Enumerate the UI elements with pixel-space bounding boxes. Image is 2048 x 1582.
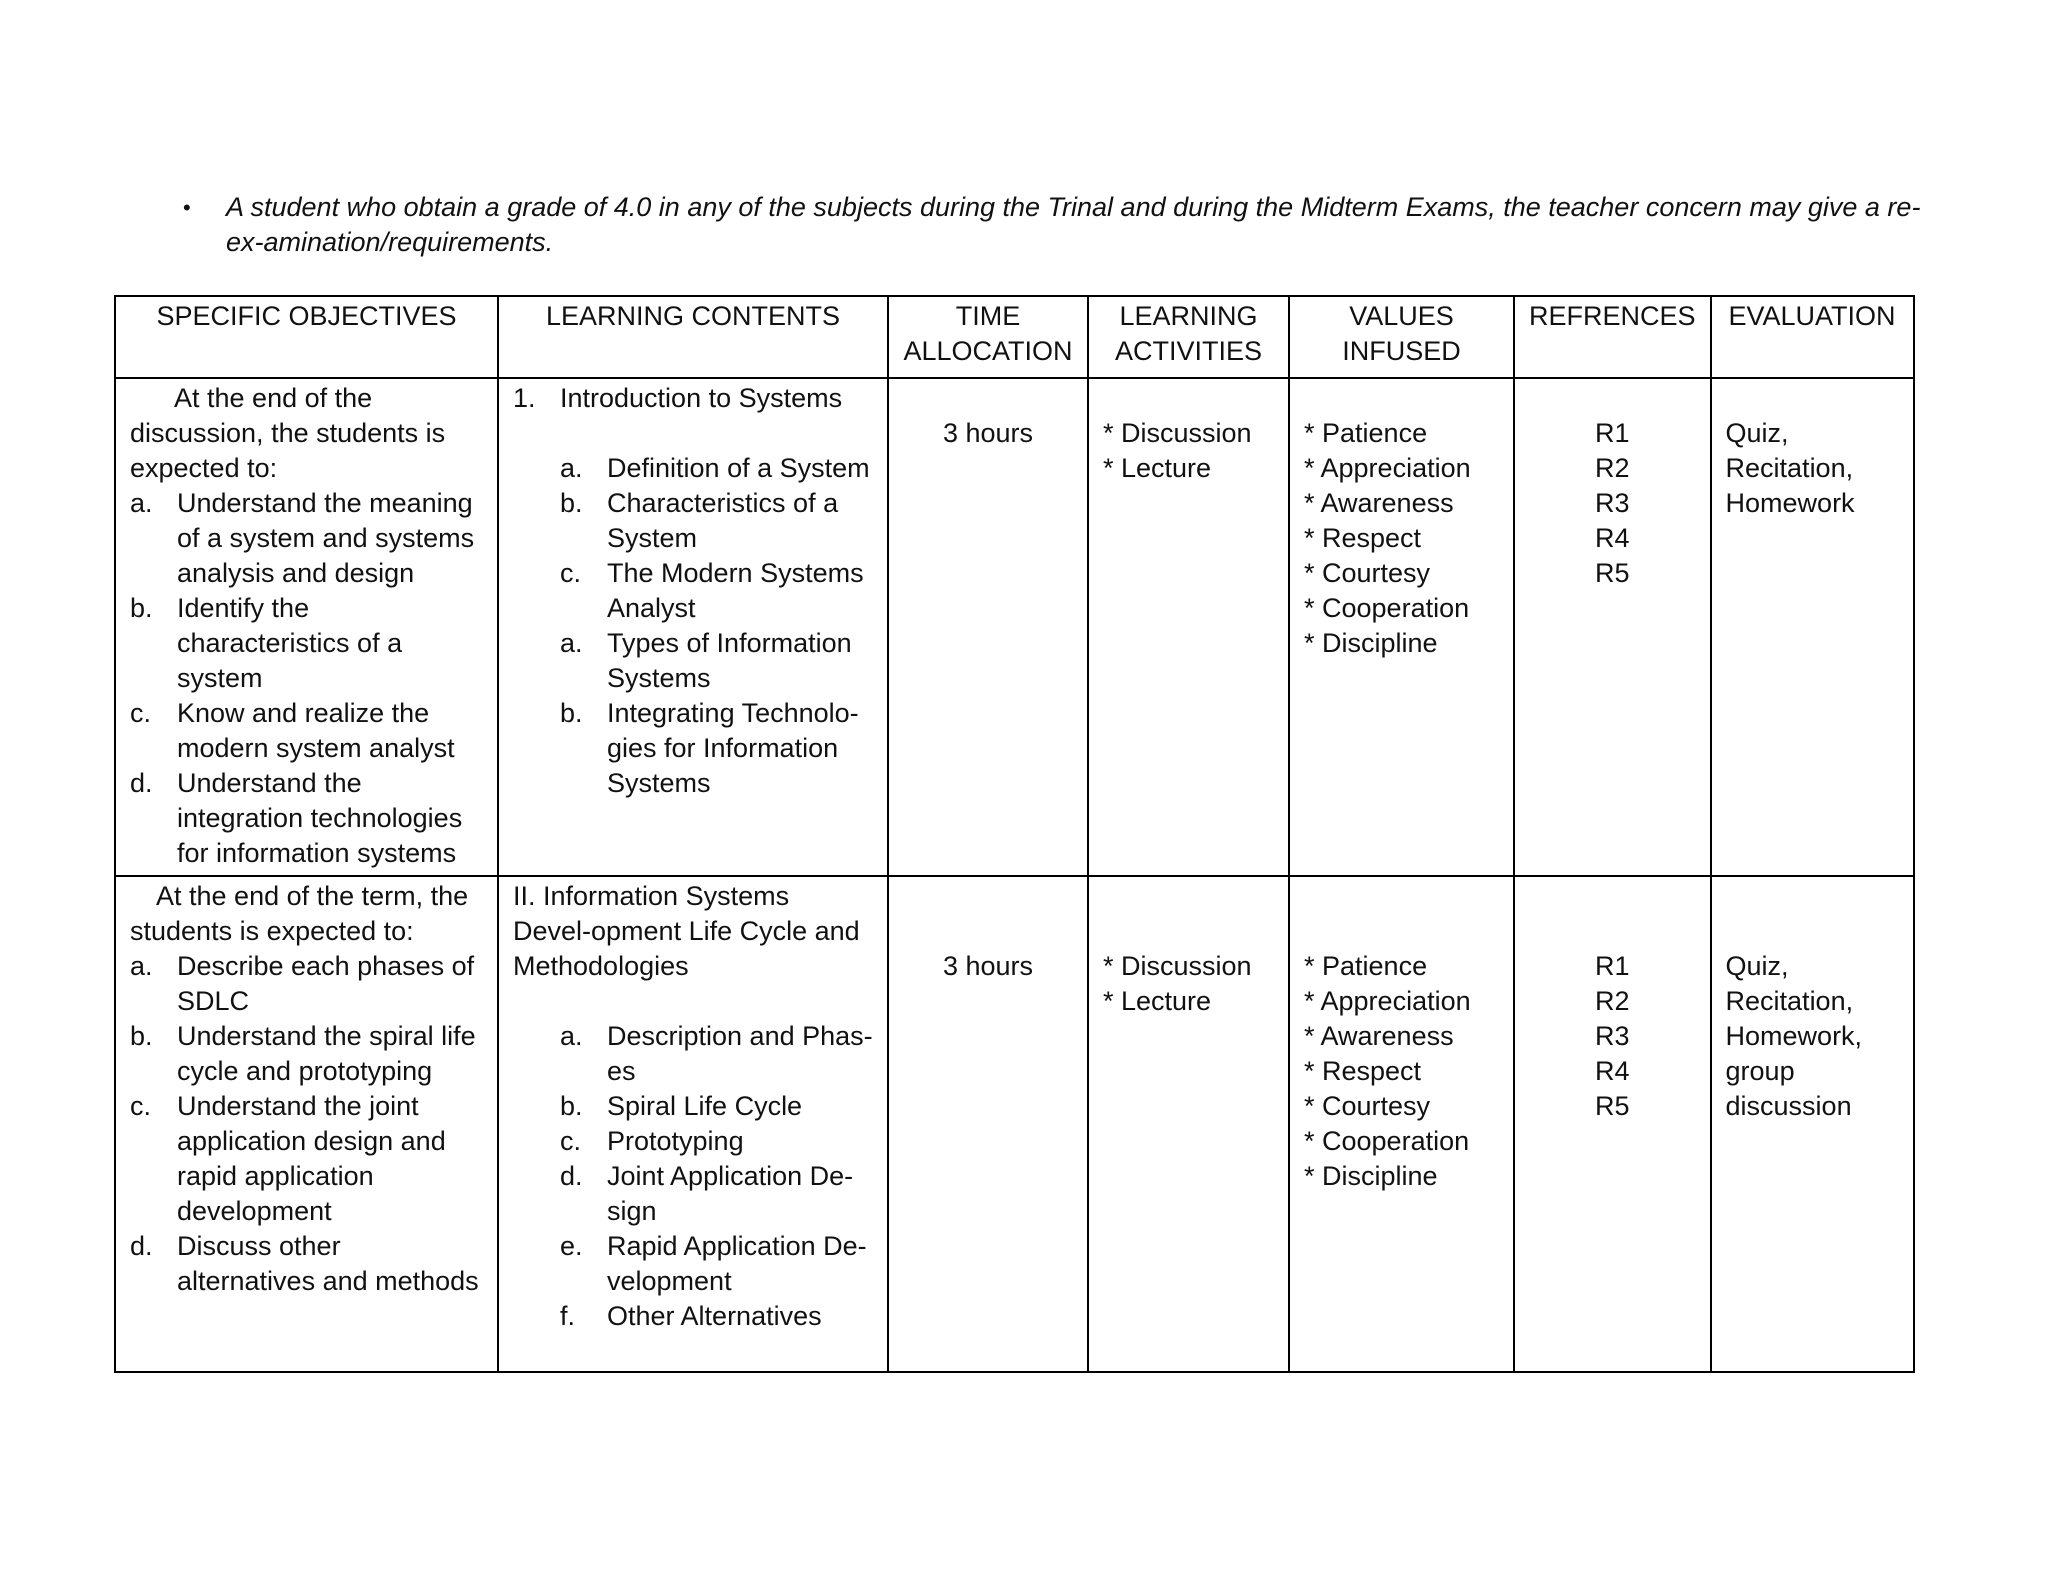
list-marker: d. [130, 768, 153, 798]
list-item: discussion [1725, 1091, 1852, 1121]
list-item [560, 486, 873, 556]
list-marker: 1. [513, 383, 536, 413]
activities-list [1103, 949, 1274, 1019]
contents-title [513, 381, 873, 416]
values-cell [1289, 876, 1514, 1372]
list-item: Quiz, [1725, 951, 1789, 981]
list-item: R2 [1595, 453, 1630, 483]
list-item: * Discipline [1304, 1161, 1438, 1191]
list-item [130, 1089, 483, 1229]
list-item: * Appreciation [1304, 986, 1471, 1016]
list-marker: a. [560, 628, 583, 658]
list-marker: d. [560, 1161, 583, 1191]
contents-title: II. Information Systems Devel-opment Life Cycle and Methodologies [513, 881, 860, 981]
list-item: R4 [1595, 1056, 1630, 1086]
bullet-icon: • [183, 195, 191, 220]
course-syllabus-table [114, 295, 1915, 1373]
list-item: R1 [1595, 418, 1630, 448]
list-marker: b. [130, 593, 153, 623]
list-item: Recitation, [1725, 453, 1854, 483]
list-item-text: Definition of a System [607, 453, 870, 483]
evaluation-cell [1711, 378, 1914, 876]
list-marker: e. [560, 1231, 583, 1261]
time-value: 3 hours [942, 951, 1034, 981]
objectives-list [130, 949, 483, 1299]
list-item-text: Prototyping [607, 1126, 744, 1156]
header-values-infused: VALUES INFUSED [1289, 296, 1514, 378]
spacer [1103, 381, 1274, 416]
values-list [1304, 416, 1499, 661]
objectives-intro: At the end of the discussion, the students is expected to: [130, 383, 446, 483]
spacer [1529, 879, 1696, 914]
list-item-text: Understand the integration technologies for information systems [177, 768, 463, 868]
list-item [560, 626, 873, 696]
list-item: R1 [1595, 951, 1630, 981]
contents-title-list [513, 381, 873, 416]
contents-list [560, 451, 873, 801]
time-cell [888, 876, 1088, 1372]
list-item-text: Know and realize the modern system analyst [177, 698, 455, 763]
activities-list [1103, 416, 1274, 486]
list-item: * Courtesy [1304, 1091, 1431, 1121]
list-item: * Patience [1304, 418, 1428, 448]
list-item-text: Understand the meaning of a system and systems analysis and design [177, 488, 475, 588]
list-item [560, 696, 873, 801]
list-item-text: Identify the characteristics of a system [177, 593, 403, 693]
objectives-list [130, 486, 483, 871]
values-list [1304, 949, 1499, 1194]
spacer [513, 416, 873, 451]
list-item-text: Understand the spiral life cycle and prototyping [177, 1021, 476, 1086]
header-learning-contents: LEARNING CONTENTS [498, 296, 888, 378]
objectives-intro: At the end of the term, the students is expected to: [130, 881, 469, 946]
list-item: R2 [1595, 986, 1630, 1016]
list-item-text: Spiral Life Cycle [607, 1091, 803, 1121]
activities-cell [1088, 378, 1289, 876]
spacer [1103, 914, 1274, 949]
list-item: Homework, [1725, 1021, 1863, 1051]
list-item [560, 1089, 873, 1124]
list-item: * Patience [1304, 951, 1428, 981]
spacer [903, 879, 1073, 914]
list-item [560, 1299, 873, 1334]
list-item: group [1725, 1056, 1795, 1086]
list-item: * Discipline [1304, 628, 1438, 658]
list-marker: c. [130, 698, 152, 728]
list-item: * Respect [1304, 523, 1422, 553]
list-item: R5 [1595, 1091, 1630, 1121]
activities-cell [1088, 876, 1289, 1372]
list-item: Quiz, [1725, 418, 1789, 448]
header-learning-activities: LEARNING ACTIVITIES [1088, 296, 1289, 378]
list-item-text: Discuss other alternatives and methods [177, 1231, 479, 1296]
time-cell [888, 378, 1088, 876]
table-header-row [115, 296, 1914, 378]
header-time-allocation: TIME ALLOCATION [888, 296, 1088, 378]
list-item-text: Joint Application De-sign [607, 1161, 854, 1226]
spacer [1304, 879, 1499, 914]
list-item [130, 1229, 483, 1299]
header-evaluation: EVALUATION [1711, 296, 1914, 378]
table-row [115, 378, 1914, 876]
list-marker: b. [560, 488, 583, 518]
list-item-text: Describe each phases of SDLC [177, 951, 475, 1016]
list-item: R4 [1595, 523, 1630, 553]
list-item [560, 451, 873, 486]
list-item: * Lecture [1103, 986, 1212, 1016]
list-item: * Cooperation [1304, 593, 1470, 623]
spacer [1103, 879, 1274, 914]
values-cell [1289, 378, 1514, 876]
contents-cell [498, 378, 888, 876]
grading-note [183, 190, 1923, 260]
time-value: 3 hours [942, 418, 1034, 448]
list-marker: c. [130, 1091, 152, 1121]
spacer [1726, 879, 1899, 914]
list-marker: f. [560, 1301, 576, 1331]
list-item: Homework [1725, 488, 1855, 518]
list-marker: c. [560, 1126, 582, 1156]
list-item: * Discussion [1103, 951, 1252, 981]
objectives-cell [115, 378, 498, 876]
header-specific-objectives: SPECIFIC OBJECTIVES [115, 296, 498, 378]
list-marker: b. [130, 1021, 153, 1051]
list-item: * Respect [1304, 1056, 1422, 1086]
list-item [560, 556, 873, 626]
list-item [130, 486, 483, 591]
list-item: * Lecture [1103, 453, 1212, 483]
note-text: A student who obtain a grade of 4.0 in any of the subjects during the Trinal and during the Midterm Exams, the teacher concern may give a re-ex-amination/requirements. [226, 192, 1921, 257]
contents-cell [498, 876, 888, 1372]
list-item: * Courtesy [1304, 558, 1431, 588]
list-item: * Appreciation [1304, 453, 1471, 483]
list-item [130, 591, 483, 696]
spacer [513, 984, 873, 1019]
list-item-text: The Modern Systems Analyst [607, 558, 864, 623]
table-row [115, 876, 1914, 1372]
list-item-text: Types of Information Systems [607, 628, 852, 693]
list-item-text: Other Alternatives [607, 1301, 822, 1331]
list-marker: a. [130, 488, 153, 518]
spacer [903, 381, 1073, 416]
evaluation-cell [1711, 876, 1914, 1372]
contents-list [560, 1019, 873, 1334]
list-item-text: Characteristics of a System [607, 488, 839, 553]
list-item-text: Integrating Technolo-gies for Information Systems [607, 698, 859, 798]
list-marker: a. [130, 951, 153, 981]
list-item: R3 [1595, 488, 1630, 518]
list-marker: b. [560, 698, 583, 728]
objectives-cell [115, 876, 498, 1372]
list-marker: c. [560, 558, 582, 588]
spacer [1304, 381, 1499, 416]
list-item [130, 949, 483, 1019]
list-item: * Awareness [1304, 488, 1454, 518]
spacer [1529, 914, 1696, 949]
list-marker: b. [560, 1091, 583, 1121]
list-item: R3 [1595, 1021, 1630, 1051]
spacer [1726, 914, 1899, 949]
list-marker: d. [130, 1231, 153, 1261]
list-item [560, 1019, 873, 1089]
list-item-text: Description and Phas-es [607, 1021, 873, 1086]
list-item: * Awareness [1304, 1021, 1454, 1051]
list-item [560, 1159, 873, 1229]
list-item: * Cooperation [1304, 1126, 1470, 1156]
spacer [1726, 381, 1899, 416]
list-item [130, 696, 483, 766]
spacer [903, 914, 1073, 949]
list-item [560, 1229, 873, 1299]
spacer [1304, 914, 1499, 949]
list-item [130, 766, 483, 871]
list-item [560, 1124, 873, 1159]
spacer [1529, 381, 1696, 416]
references-cell [1514, 876, 1711, 1372]
list-item: * Discussion [1103, 418, 1252, 448]
list-item-text: Understand the joint application design and rapid application development [177, 1091, 446, 1226]
references-cell [1514, 378, 1711, 876]
list-item-text: Rapid Application De-velopment [607, 1231, 867, 1296]
list-marker: a. [560, 453, 583, 483]
list-item: R5 [1595, 558, 1630, 588]
list-marker: a. [560, 1021, 583, 1051]
list-item [130, 1019, 483, 1089]
header-references: REFRENCES [1514, 296, 1711, 378]
contents-title-text: Introduction to Systems [560, 383, 843, 413]
list-item: Recitation, [1725, 986, 1854, 1016]
